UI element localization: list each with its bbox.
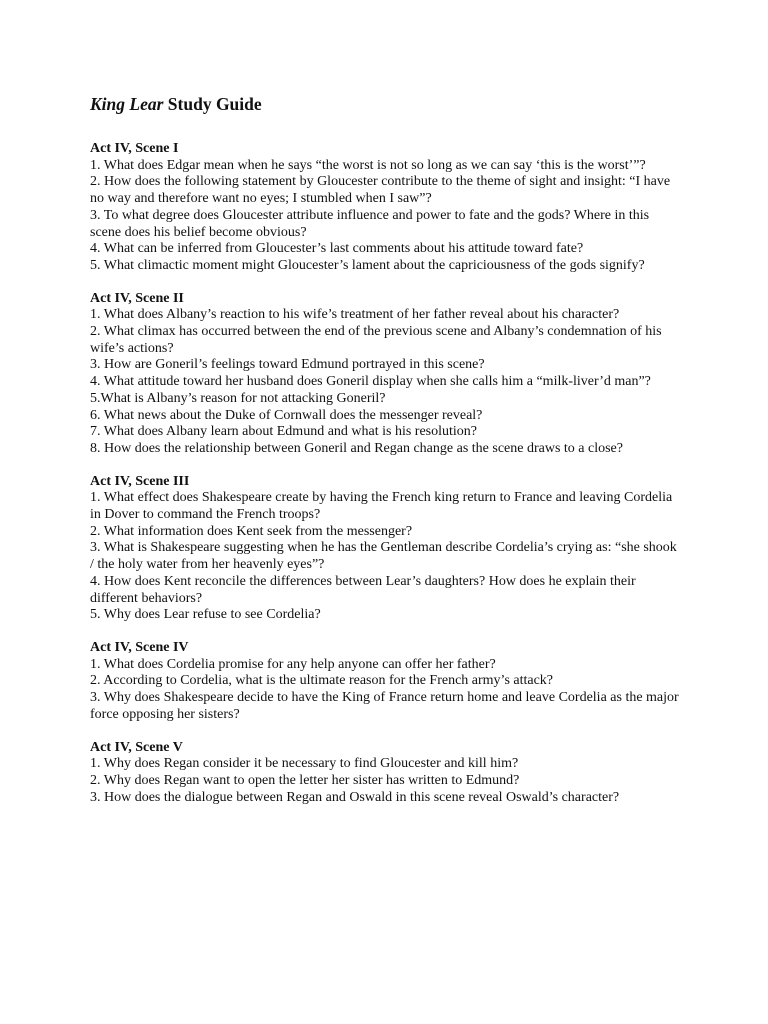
section-heading: Act IV, Scene II — [90, 290, 184, 306]
question: 3. How are Goneril’s feelings toward Edmund portrayed in this scene? — [90, 357, 485, 373]
section-heading: Act IV, Scene III — [90, 473, 190, 489]
section-heading: Act IV, Scene IV — [90, 639, 189, 655]
title-italic: King Lear — [90, 94, 164, 114]
question: 2. What climax has occurred between the end of the previous scene and Albany’s condemnation of his wife’s actions? — [90, 324, 662, 356]
question: 5.What is Albany’s reason for not attacking Goneril? — [90, 390, 386, 406]
question: 2. What information does Kent seek from the messenger? — [90, 523, 413, 539]
study-guide-page — [90, 93, 690, 822]
section-act-iv-scene-ii — [90, 291, 690, 458]
question: 3. Why does Shakespeare decide to have the King of France return home and leave Cordelia as the major force opposing her sisters? — [90, 690, 679, 722]
question: 5. What climactic moment might Gloucester’s lament about the capriciousness of the gods signify? — [90, 257, 645, 273]
page-title — [90, 93, 690, 115]
question: 2. Why does Regan want to open the letter her sister has written to Edmund? — [90, 772, 520, 788]
question: 6. What news about the Duke of Cornwall does the messenger reveal? — [90, 407, 483, 423]
section-act-iv-scene-i — [90, 141, 690, 275]
question: 4. How does Kent reconcile the differences between Lear’s daughters? How does he explain their different behaviors? — [90, 573, 636, 606]
question: 1. What does Cordelia promise for any help anyone can offer her father? — [90, 656, 496, 672]
question: 3. To what degree does Gloucester attribute influence and power to fate and the gods? Where in this scene does his belief become obvious? — [90, 207, 650, 240]
section-act-iv-scene-iv — [90, 640, 690, 724]
question: 2. How does the following statement by Gloucester contribute to the theme of sight and insight: “I have no way and therefore want no eyes; I stumbled when I saw”? — [90, 174, 671, 207]
question: 2. According to Cordelia, what is the ultimate reason for the French army’s attack? — [90, 673, 554, 689]
section-heading: Act IV, Scene I — [90, 141, 179, 156]
question: 8. How does the relationship between Goneril and Regan change as the scene draws to a close? — [90, 440, 623, 456]
section-heading: Act IV, Scene V — [90, 739, 183, 755]
question: 1. What does Edgar mean when he says “the worst is not so long as we can say ‘this is the worst’”? — [90, 157, 646, 173]
question: 5. Why does Lear refuse to see Cordelia? — [90, 607, 321, 623]
question: 7. What does Albany learn about Edmund and what is his resolution? — [90, 424, 478, 440]
question: 1. What effect does Shakespeare create by having the French king return to France and leaving Cordelia in Dover to command the French troops? — [90, 490, 673, 523]
question: 3. What is Shakespeare suggesting when he has the Gentleman describe Cordelia’s crying as: “she shook / the holy water from her heavenly eyes”? — [90, 540, 677, 573]
question: 3. How does the dialogue between Regan and Oswald in this scene reveal Oswald’s character? — [90, 789, 620, 805]
question: 4. What attitude toward her husband does Goneril display when she calls him a “milk-liver’d man”? — [90, 374, 651, 390]
title-rest: Study Guide — [163, 94, 262, 114]
section-act-iv-scene-iii — [90, 474, 690, 624]
question: 1. Why does Regan consider it be necessary to find Gloucester and kill him? — [90, 756, 519, 772]
section-act-iv-scene-v — [90, 740, 690, 807]
question: 1. What does Albany’s reaction to his wife’s treatment of her father reveal about his character? — [90, 307, 620, 323]
question: 4. What can be inferred from Gloucester’s last comments about his attitude toward fate? — [90, 241, 584, 257]
